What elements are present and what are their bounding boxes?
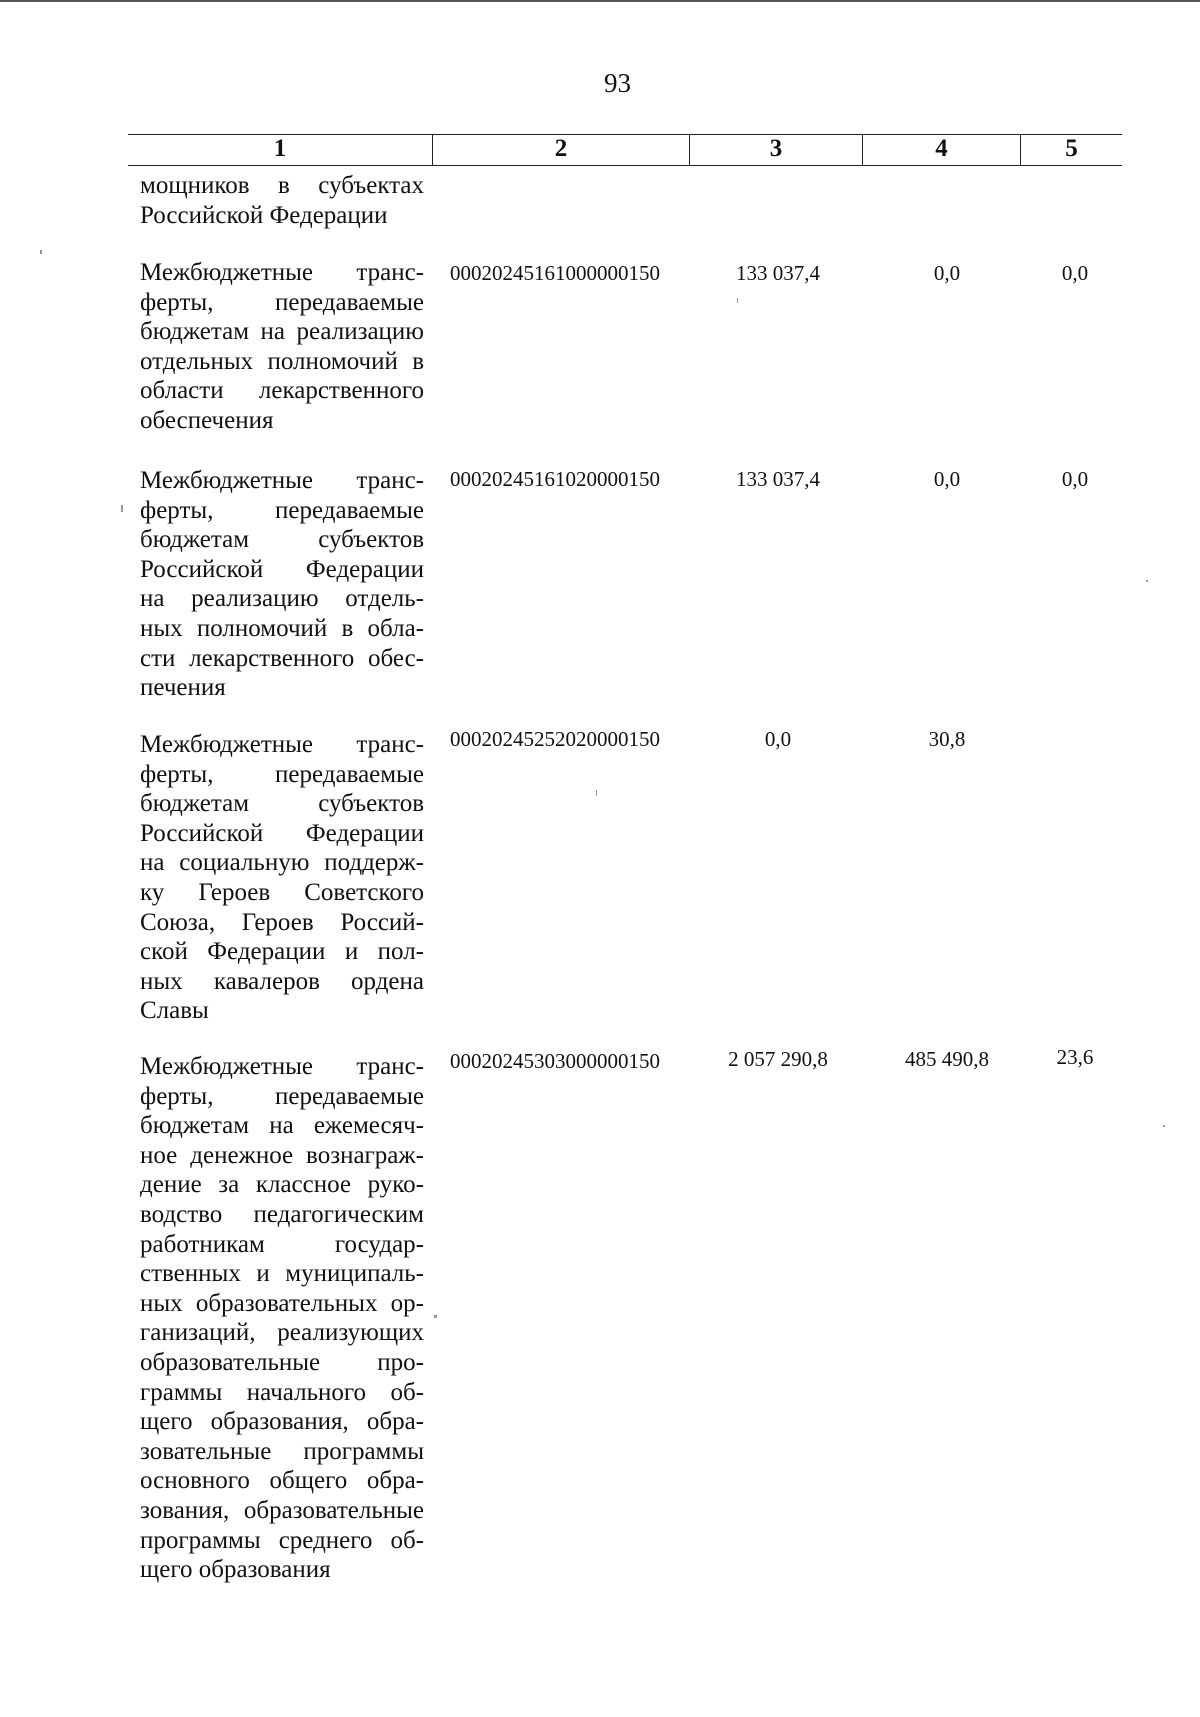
- column-header-1: 1: [128, 135, 433, 165]
- page-number: 93: [604, 68, 631, 98]
- description-line: сти лекарственного обес-: [140, 644, 424, 672]
- description-line: Союза, Героев Россий-: [140, 908, 424, 936]
- row-description: [140, 730, 424, 1026]
- description-line: отдельных полномочий в: [140, 347, 424, 375]
- scan-speck: [596, 790, 597, 796]
- description-line: ное денежное вознаграж-: [140, 1141, 424, 1169]
- description-line: на социальную поддерж-: [140, 849, 424, 877]
- description-line: ных полномочий в обла-: [140, 614, 424, 642]
- description-line: щего образования: [140, 1556, 331, 1584]
- value-col-3: 0,0: [764, 727, 792, 751]
- description-line: ферты, передаваемые: [140, 1082, 424, 1110]
- scan-edge: [0, 0, 1200, 2]
- description-line: Российской Федерации: [140, 555, 424, 583]
- description-line: ственных и муниципаль-: [140, 1260, 424, 1288]
- description-line: ганизаций, реализующих: [140, 1319, 424, 1347]
- value-col-3: 133 037,4: [736, 467, 820, 491]
- budget-code: 00020245252020000150: [450, 727, 660, 751]
- column-header-2: 2: [433, 135, 690, 165]
- value-col-5: 0,0: [1061, 261, 1089, 285]
- description-line: бюджетам субъектов: [140, 526, 424, 554]
- description-line: ных кавалеров ордена: [140, 967, 424, 995]
- description-line: бюджетам субъектов: [140, 790, 424, 818]
- description-line: зования, образовательные: [140, 1496, 424, 1524]
- value-col-4: 0,0: [933, 467, 961, 491]
- budget-code: 00020245303000000150: [450, 1049, 660, 1073]
- row-description: [140, 466, 424, 703]
- budget-code: 00020245161020000150: [450, 467, 660, 491]
- description-line: ферты, передаваемые: [140, 288, 424, 316]
- value-col-5: 23,6: [1056, 1045, 1094, 1069]
- description-line: ных образовательных ор-: [140, 1289, 424, 1317]
- description-line: Межбюджетные транс-: [140, 1053, 424, 1080]
- column-header-5: 5: [1065, 135, 1078, 162]
- description-line: Славы: [140, 997, 209, 1025]
- scan-speck: [40, 250, 42, 254]
- description-line: Российской Федерации: [140, 201, 388, 229]
- column-header-3: 3: [690, 135, 863, 165]
- description-line: работникам государ-: [140, 1230, 424, 1258]
- description-line: Российской Федерации: [140, 819, 424, 847]
- value-col-5: 0,0: [1061, 467, 1089, 491]
- value-col-4: 0,0: [933, 261, 961, 285]
- description-line: зовательные программы: [140, 1437, 424, 1465]
- description-line: ку Героев Советского: [140, 878, 424, 906]
- value-col-4: 485 490,8: [905, 1047, 989, 1071]
- description-line: Межбюджетные транс-: [140, 467, 424, 494]
- description-line: дение за классное руко-: [140, 1171, 424, 1199]
- description-line: бюджетам на ежемесяч-: [140, 1112, 424, 1140]
- description-line: обеспечения: [140, 406, 274, 434]
- description-line: основного общего обра-: [140, 1467, 424, 1495]
- description-line: граммы начального об-: [140, 1378, 424, 1406]
- value-col-3: 2 057 290,8: [728, 1047, 828, 1071]
- scan-speck: [737, 298, 738, 303]
- row-description: [140, 171, 424, 230]
- scan-speck: [1146, 580, 1148, 582]
- description-line: водство педагогическим: [140, 1200, 424, 1228]
- description-line: бюджетам на реализацию: [140, 318, 424, 346]
- description-line: образовательные про-: [140, 1348, 424, 1376]
- value-col-3: 133 037,4: [736, 261, 820, 285]
- row-description: [140, 1052, 424, 1585]
- description-line: Межбюджетные транс-: [140, 259, 424, 286]
- table-header-row: [128, 134, 1122, 166]
- column-header-4: 4: [863, 135, 1021, 165]
- description-line: щего образования, обра-: [140, 1408, 424, 1436]
- description-line: мощников в субъектах: [140, 172, 424, 199]
- description-line: печения: [140, 674, 226, 702]
- value-col-4: 30,8: [928, 727, 966, 751]
- description-line: ской Федерации и пол-: [140, 938, 424, 966]
- description-line: области лекарственного: [140, 377, 424, 405]
- scan-speck: [434, 1315, 437, 1318]
- description-line: Межбюджетные транс-: [140, 731, 424, 758]
- description-line: ферты, передаваемые: [140, 496, 424, 524]
- description-line: ферты, передаваемые: [140, 760, 424, 788]
- budget-code: 00020245161000000150: [450, 261, 660, 285]
- scan-speck: [1163, 1125, 1165, 1127]
- scan-speck: [121, 505, 123, 512]
- description-line: программы среднего об-: [140, 1526, 424, 1554]
- row-description: [140, 258, 424, 436]
- description-line: на реализацию отдель-: [140, 585, 424, 613]
